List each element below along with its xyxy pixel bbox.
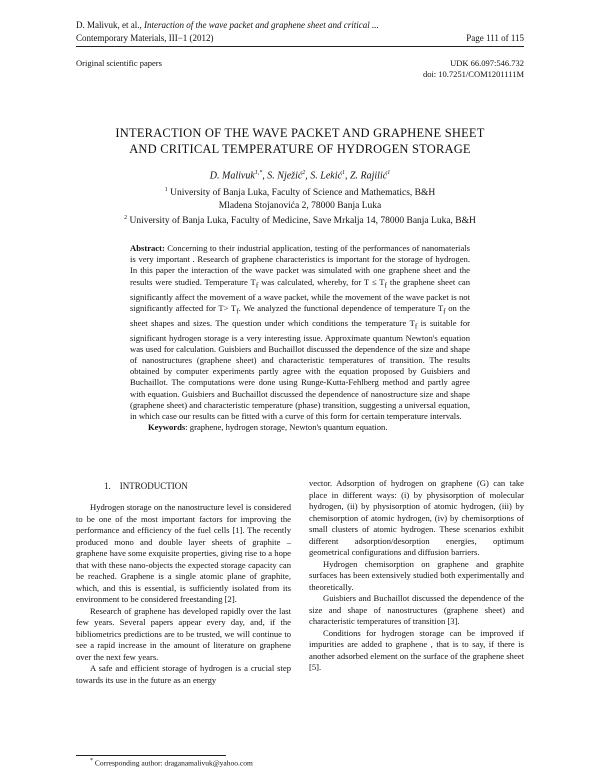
section-title: INTRODUCTION <box>119 481 188 491</box>
paragraph: Guisbiers and Buchaillot discussed the dependence of the size and shape of nanostructures (graphene sheet) and characteristic temperatures of transition [3]. <box>309 593 524 626</box>
keywords-label: Keywords <box>148 422 186 433</box>
paper-title <box>60 125 540 157</box>
journal-name: Contemporary Materials, III−1 (2012) <box>76 33 214 43</box>
author-sup: 1,* <box>254 170 263 176</box>
author-sup: 1 <box>387 170 391 176</box>
keywords-text: : graphene, hydrogen storage, Newton's quantum equation. <box>185 422 388 433</box>
article-type: Original scientific papers <box>76 58 162 68</box>
section-heading <box>104 481 188 491</box>
footnote-text: Corresponding author: draganamalivuk@yahoo.com <box>93 758 253 768</box>
title-line-2: AND CRITICAL TEMPERATURE OF HYDROGEN STORAGE <box>129 142 471 156</box>
paragraph: Hydrogen chemisorption on graphene and graphite surfaces has been extensively studied both experimentally and theoretically. <box>309 558 524 592</box>
affiliation-1-address: Mladena Stojanovića 2, 78000 Banja Luka <box>218 200 382 211</box>
abstract-label: Abstract: <box>130 243 165 253</box>
author-name: S. Nježić <box>267 170 303 182</box>
header-rule <box>76 46 524 47</box>
footnote-rule <box>76 755 226 756</box>
paragraph: A safe and efficient storage of hydrogen is a crucial step towards its use in the future as an energy <box>76 663 291 685</box>
footnote <box>90 758 253 768</box>
footnote-mark: * <box>90 758 93 764</box>
author-sup: 2 <box>302 170 306 176</box>
running-header-author: D. Malivuk, et al., <box>76 20 142 30</box>
running-header <box>76 20 379 30</box>
author-list: D. Malivuk$^{1,*}$, S. Nježić$^2$, S. Lekić$^1$, Z. Rajilić$^1$ <box>209 170 391 182</box>
page-number: Page 111 of 115 <box>466 33 524 43</box>
affiliation-2: $^2$ University of Banja Luka, Faculty of Medicine, Save Mrkalja 14, 78000 Banja Luka, B&H <box>124 215 476 227</box>
paragraph: Research of graphene has developed rapidly over the last few years. Several papers appear every day, and, if the bibliometrics predictions are to be trusted, we will continue to see a rapid increase in the amount of literature on graphene over the next few years. <box>76 605 291 662</box>
right-column <box>309 478 524 674</box>
affiliation-1: $^1$ University of Banja Luka, Faculty of Science and Mathematics, B&H <box>164 187 436 199</box>
author-name: D. Malivuk <box>209 170 255 182</box>
author-sup: 1 <box>341 170 345 176</box>
keywords <box>130 422 470 433</box>
section-number: 1. <box>104 481 111 491</box>
title-line-1: INTERACTION OF THE WAVE PACKET AND GRAPHENE SHEET <box>115 126 485 140</box>
affiliations <box>60 184 540 228</box>
doi: doi: 10.7251/COM1201111M <box>422 69 524 79</box>
paragraph: Hydrogen storage on the nanostructure level is considered to be one of the most important factors for improving the performance and efficiency of the fuel cells [1]. The recently produced mono and double layer sheets of graphite – graphene have some exquisite properties, giving rise to a hope that with these nano-objects the expected storage capacity can be reached. Graphene is a single atomic plane of graphite, which, and this is essential, is sufficiently isolated from its environment to be considered freestanding [2]. <box>76 502 291 604</box>
running-header-title: Interaction of the wave packet and graphene sheet and critical ... <box>144 20 379 30</box>
udk: UDK 66.097:546.732 <box>450 58 524 68</box>
abstract: Abstract: Concerning to their industrial application, testing of the performances of nanomaterials is very important . Research of graphene characteristics is important for the storage of hydrogen. In this paper the interaction of the wave packet was simulated with one graphene sheet and the results were studied. Temperature $T_f$ was calculated, whereby, for $T \le T_f$ the graphene sheet can significantly affect the movement of a wave packet, while the movement of the wave packet is not significantly affected for $T> T_f$. We analyzed the functional dependence of temperature $T_f$ on the sheet shapes and sizes. The question under which conditions the temperature $T_f$ is suitable for significant hydrogen storage is a very interesting issue. Approximate quantum Newton's equation was used for calculation. Guisbiers and Buchaillot discussed the dependence of the size and shape of nanostructures (graphene sheet) and characteristic temperatures of transition. The results obtained by computer experiments partly agree with the equation proposed by Guisbiers and Buchaillot. The computations were done using Runge-Kutta-Fehlberg method and partly agree with equation. Guisbiers and Buchaillot discussed the dependence of nanostructure size and shape (graphene sheet) and characteristic temperature (phase) transition, suggesting a universal equation, in which case our results can be fitted with a curve of this form for certain temperature intervals. Keywords: graphene, hydrogen storage, Newton's quantum equation. <box>130 243 471 433</box>
author-name: S. Lekić <box>310 170 342 182</box>
paragraph: vector. Adsorption of hydrogen on graphene (G) can take place in different ways: (i) by physisorption of molecular hydrogen, (ii) by physisorption of atomic hydrogen, (iii) by chemisorption of atomic hydrogen, (iv) by chemisorptions of small clusters of atomic hydrogen. These scenarios exhibit different adsorption/desorption energies, optimum geometrical configurations and diffusion barriers. <box>309 478 524 557</box>
author-name: Z. Rajilić <box>349 170 388 182</box>
paragraph: Conditions for hydrogen storage can be improved if impurities are added to graphene , that is to say, if there is another adsorbed element on the surface of the graphene sheet [5]. <box>309 627 524 672</box>
left-column <box>76 502 291 686</box>
